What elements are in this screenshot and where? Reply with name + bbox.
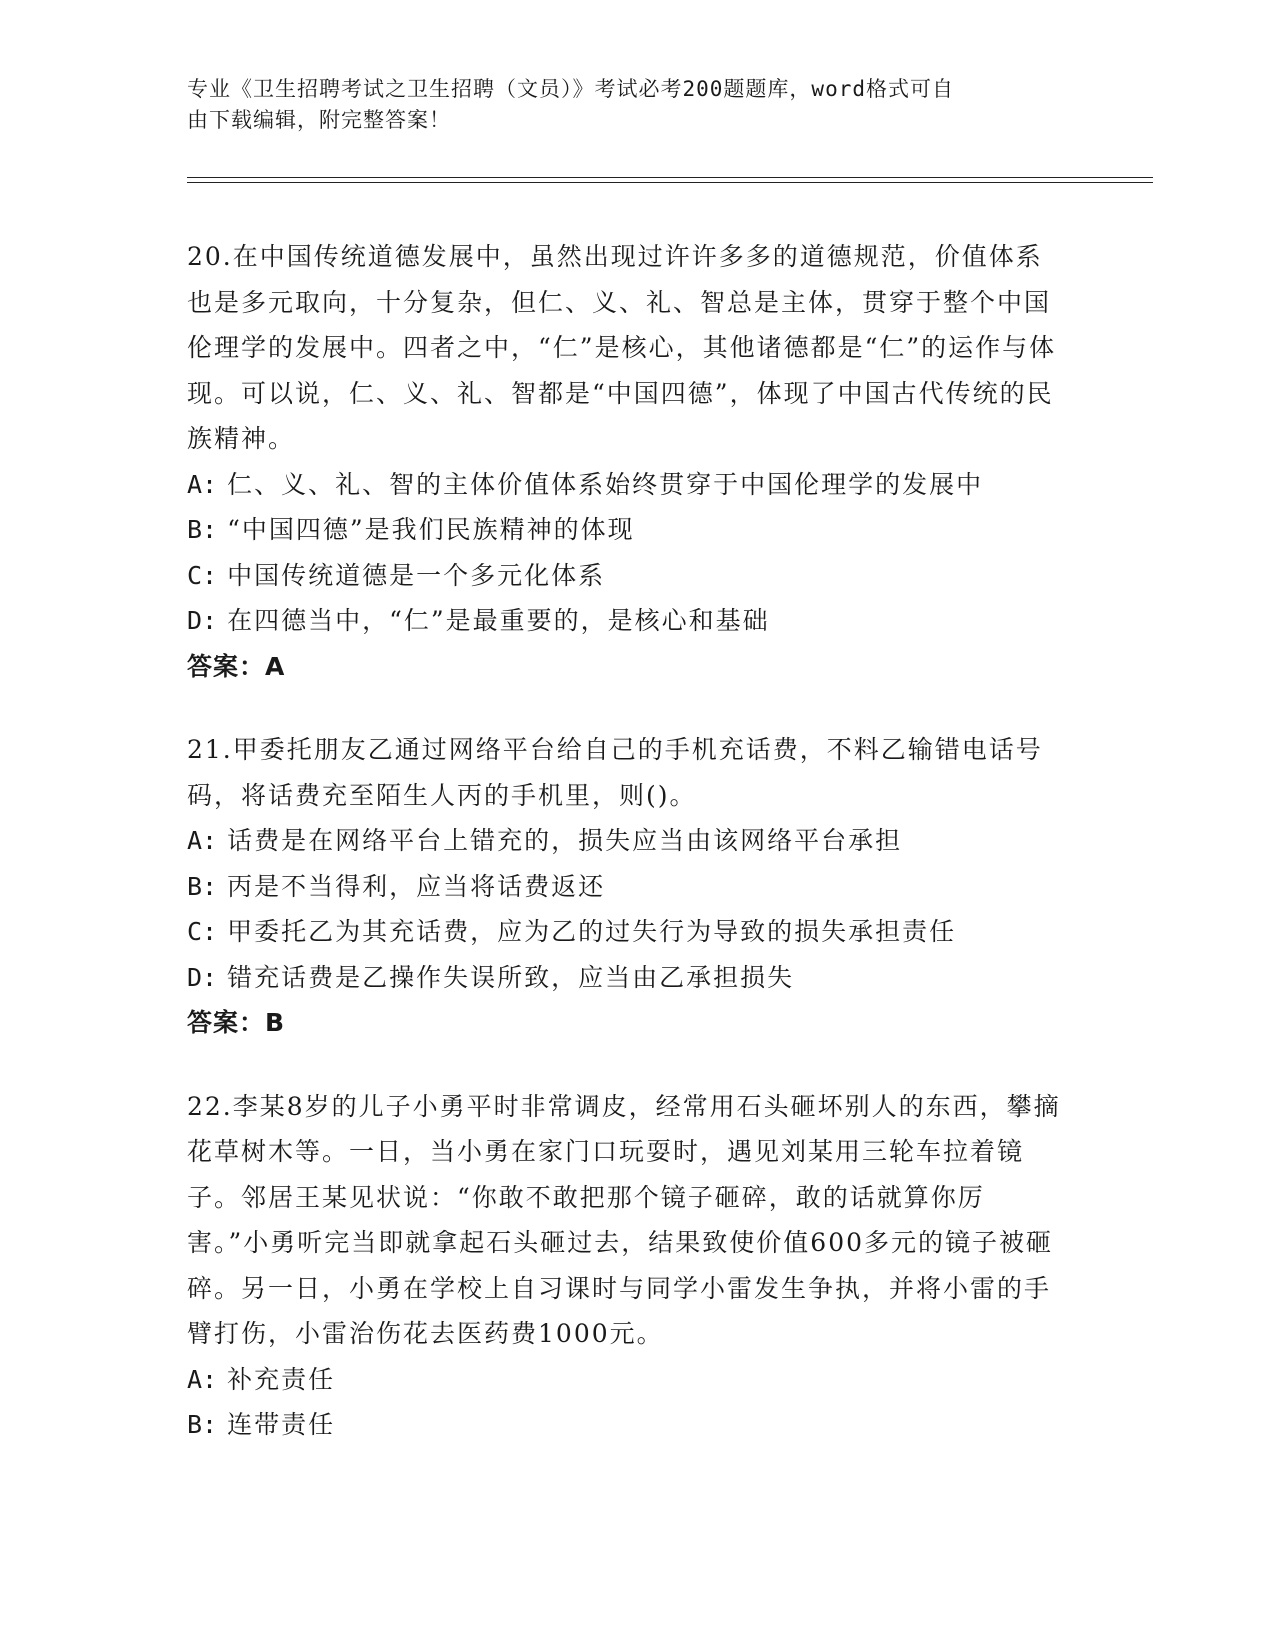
option-key: A: [187,1364,218,1394]
option-key: C: [187,917,218,946]
document-header [187,74,1067,136]
option-a [187,818,1067,864]
question-list [187,234,1067,1486]
answer-line: 答案：A [187,651,286,681]
option-text: 仁、义、礼、智的主体价值体系始终贯穿于中国伦理学的发展中 [227,469,984,499]
option-b [187,507,1067,553]
option-text: 在四德当中，“仁”是最重要的，是核心和基础 [227,606,770,635]
option-text: 连带责任 [227,1410,336,1439]
question-stem: 22.李某8岁的儿子小勇平时非常调皮，经常用石头砸坏别人的东西，攀摘花草树木等。一日，当小勇在家门口玩耍时，遇见刘某用三轮车拉着镜子。邻居王某见状说：“你敢不敢把那个镜子砸碎，敢的话就算你厉害。”小勇听完当即就拿起石头砸过去，结果致使价值600多元的镜子被砸碎。另一日，小勇在学校上自习课时与同学小雷发生争执，并将小雷的手臂打伤，小雷治伤花去医药费1000元。 [187,1091,1061,1348]
question-stem: 21.甲委托朋友乙通过网络平台给自己的手机充话费，不料乙输错电话号码，将话费充至陌生人丙的手机里，则()。 [187,735,1043,810]
option-text: 甲委托乙为其充话费，应为乙的过失行为导致的损失承担责任 [227,917,957,946]
option-key: A: [187,469,218,499]
header-divider-top [187,177,1153,178]
option-c [187,909,1067,955]
header-divider-bottom [187,182,1153,183]
question-20 [187,234,1067,689]
option-b [187,1402,1067,1448]
option-b [187,864,1067,910]
option-key: B: [187,1410,218,1439]
option-key: D: [187,962,218,992]
option-text: 中国传统道德是一个多元化体系 [227,560,606,590]
option-a [187,462,1067,508]
option-a [187,1357,1067,1403]
header-line-2: 由下载编辑，附完整答案！ [187,108,451,132]
option-key: B: [187,871,218,901]
option-text: 补充责任 [227,1364,336,1394]
question-21 [187,727,1067,1046]
option-text: “中国四德”是我们民族精神的体现 [227,515,635,544]
option-d [187,955,1067,1001]
question-22 [187,1084,1067,1448]
option-key: D: [187,606,218,635]
option-text: 丙是不当得利，应当将话费返还 [227,871,606,901]
header-line-1: 专业《卫生招聘考试之卫生招聘（文员）》考试必考200题题库，word格式可自 [187,77,954,101]
option-c [187,553,1067,599]
option-text: 话费是在网络平台上错充的，损失应当由该网络平台承担 [227,826,903,855]
option-text: 错充话费是乙操作失误所致，应当由乙承担损失 [227,962,795,992]
option-d [187,598,1067,644]
question-stem: 20.在中国传统道德发展中，虽然出现过许许多多的道德规范，价值体系也是多元取向，十分复杂，但仁、义、礼、智总是主体，贯穿于整个中国伦理学的发展中。四者之中，“仁”是核心，其他诸德都是“仁”的运作与体现。可以说，仁、义、礼、智都是“中国四德”，体现了中国古代传统的民族精神。 [187,242,1057,453]
option-key: A: [187,826,218,855]
answer-line: 答案：B [187,1008,286,1037]
option-key: C: [187,560,218,590]
option-key: B: [187,515,218,544]
